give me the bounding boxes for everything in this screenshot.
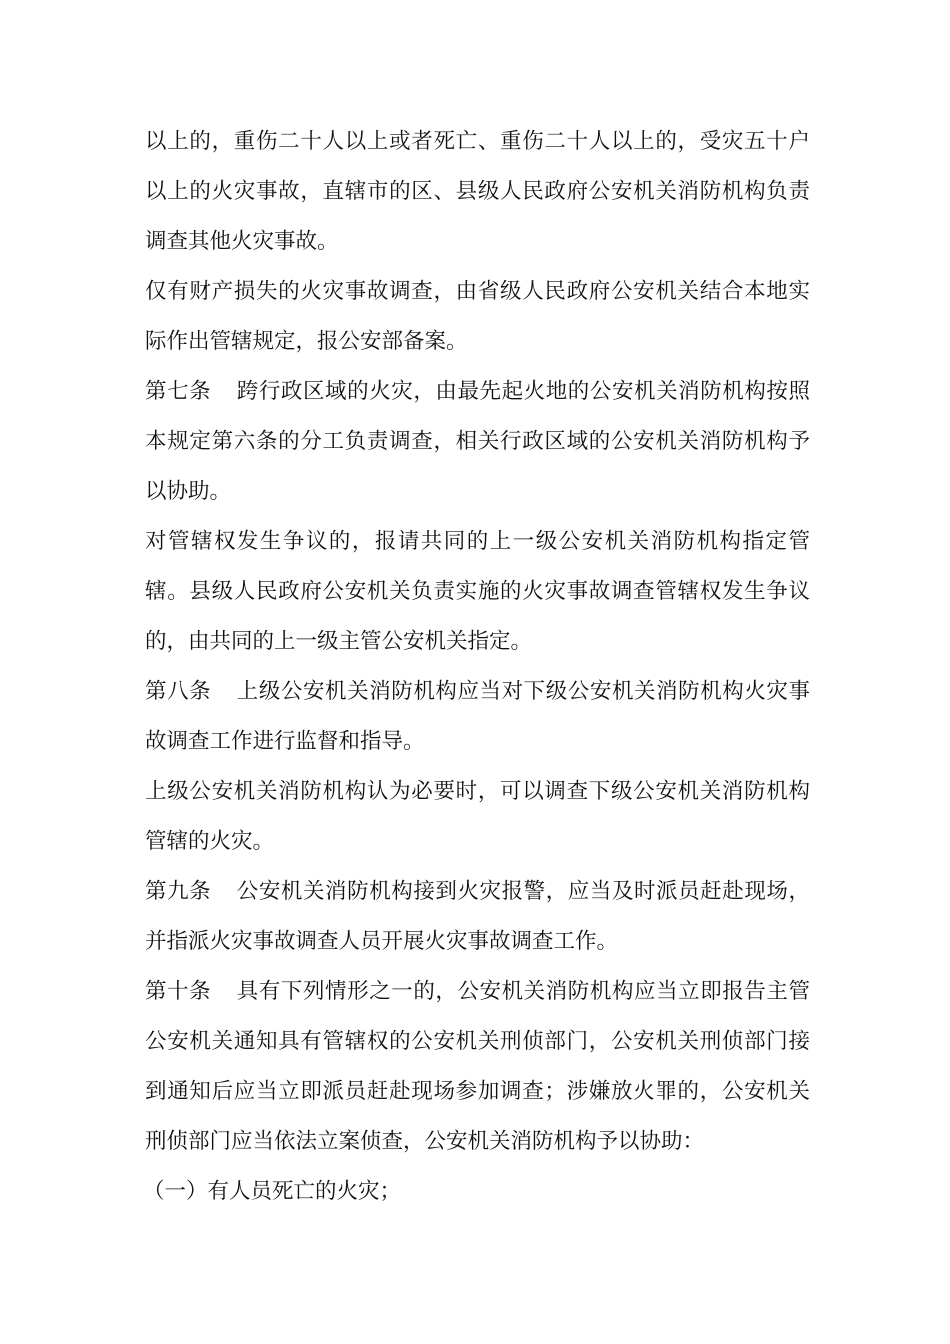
paragraph [145, 517, 810, 667]
paragraph [145, 117, 810, 267]
article-paragraph [145, 867, 810, 967]
paragraph-text: 以上的，重伤二十人以上或者死亡、重伤二十人以上的，受灾五十户以上的火灾事故，直辖市的区、县级人民政府公安机关消防机构负责调查其他火灾事故。 [145, 129, 810, 254]
paragraph-text: 仅有财产损失的火灾事故调查，由省级人民政府公安机关结合本地实际作出管辖规定，报公安部备案。 [145, 279, 810, 354]
paragraph-text: 对管辖权发生争议的，报请共同的上一级公安机关消防机构指定管辖。县级人民政府公安机关负责实施的火灾事故调查管辖权发生争议的，由共同的上一级主管公安机关指定。 [145, 529, 810, 654]
paragraph-text: （一）有人员死亡的火灾； [143, 1179, 402, 1204]
paragraph-text: 具有下列情形之一的，公安机关消防机构应当立即报告主管公安机关通知具有管辖权的公安机关刑侦部门，公安机关刑侦部门接到通知后应当立即派员赶赴现场参加调查；涉嫌放火罪的，公安机关刑侦部门应当依法立案侦查，公安机关消防机构予以协助： [145, 979, 810, 1154]
paragraph-text: 公安机关消防机构接到火灾报警，应当及时派员赶赴现场，并指派火灾事故调查人员开展火灾事故调查工作。 [145, 879, 810, 954]
article-paragraph [145, 967, 810, 1167]
paragraph-text: 上级公安机关消防机构认为必要时，可以调查下级公安机关消防机构管辖的火灾。 [145, 779, 810, 854]
article-number: 第七条 [145, 379, 212, 404]
paragraph [145, 267, 810, 367]
list-item [145, 1167, 810, 1217]
paragraph [145, 767, 810, 867]
article-number: 第九条 [145, 879, 212, 904]
article-paragraph [145, 667, 810, 767]
article-paragraph [145, 367, 810, 517]
paragraph-text: 上级公安机关消防机构应当对下级公安机关消防机构火灾事故调查工作进行监督和指导。 [145, 679, 810, 754]
article-number: 第十条 [145, 979, 212, 1004]
article-number: 第八条 [145, 679, 212, 704]
document-body [145, 117, 810, 1217]
paragraph-text: 跨行政区域的火灾，由最先起火地的公安机关消防机构按照本规定第六条的分工负责调查，相关行政区域的公安机关消防机构予以协助。 [145, 379, 810, 504]
